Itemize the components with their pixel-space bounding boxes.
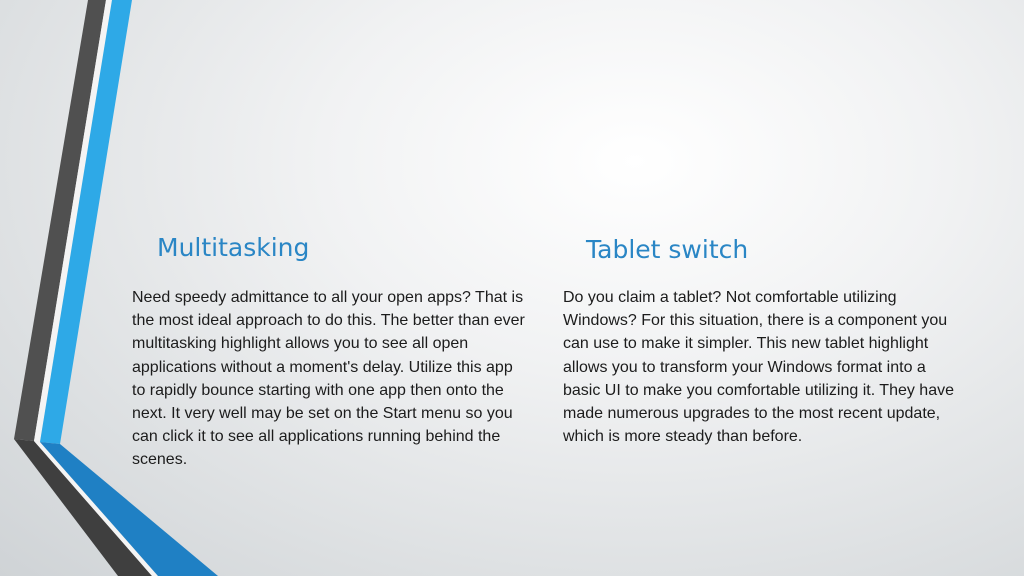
- body-tablet-switch: Do you claim a tablet? Not comfortable utilizing Windows? For this situation, there is a component you can use to make it simpler. This new tablet highlight allows you to transform your Windows format into a basic UI to make you comfortable utilizing it. They have made numerous upgrades to the most recent update, which is more steady than before.: [563, 289, 954, 446]
- white-gap-upper: [34, 0, 112, 442]
- heading-multitasking: Multitasking: [157, 233, 310, 262]
- heading-tablet-switch: Tablet switch: [586, 235, 749, 264]
- body-multitasking: Need speedy admittance to all your open apps? That is the most ideal approach to do this. The better than ever multitasking highlight allows you to see all open applications without a moment's delay. Utilize this app to rapidly bounce starting with one app then onto the next. It very well may be set on the Start menu so you can click it to see all applications running behind the scenes.: [132, 289, 525, 469]
